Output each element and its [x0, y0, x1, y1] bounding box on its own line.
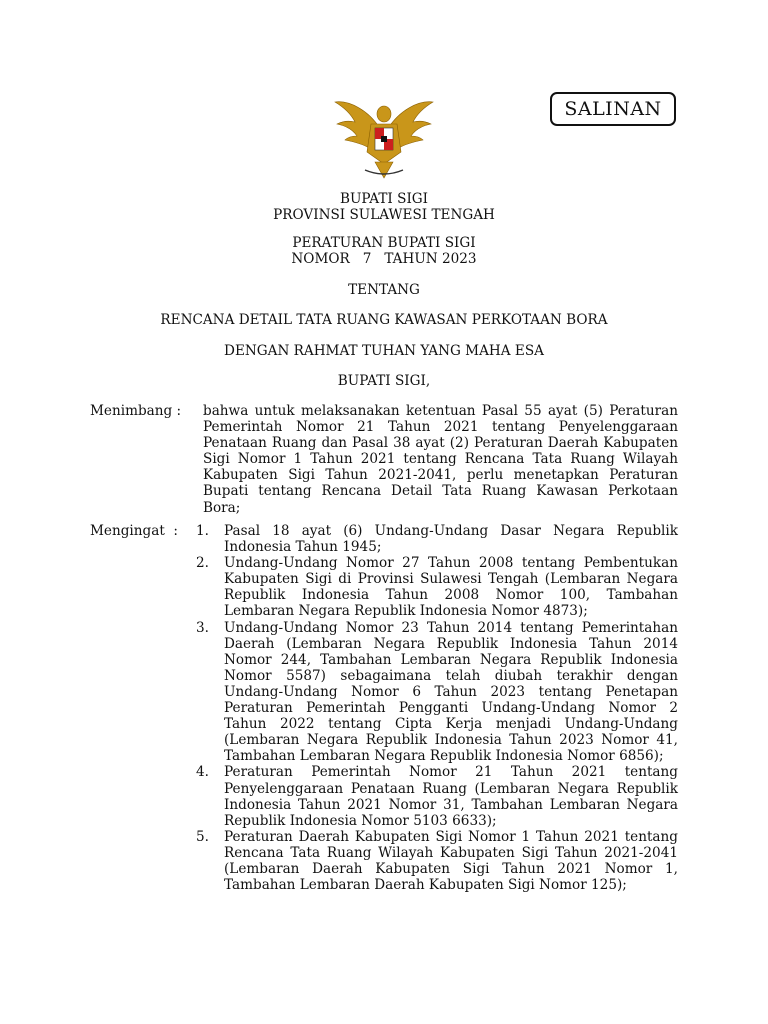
bupati-line: BUPATI SIGI, — [337, 373, 431, 389]
mengingat-item — [196, 620, 678, 765]
mengingat-item-text: Peraturan Pemerintah Nomor 21 Tahun 2021 tentang Penyelenggaraan Penataan Ruang (Lembaran Negara Republik Indonesia Tahun 2021 Nomor 31, Tambahan Lembaran Negara Republik Indonesia Nomor 5103 6633); — [224, 764, 678, 829]
mengingat-item-text: Pasal 18 ayat (6) Undang-Undang Dasar Negara Republik Indonesia Tahun 1945; — [224, 523, 678, 556]
rahmat-line: DENGAN RAHMAT TUHAN YANG MAHA ESA — [224, 343, 544, 359]
tentang-heading: TENTANG — [348, 282, 420, 298]
salinan-stamp: SALINAN — [550, 92, 676, 126]
header-line-2: PROVINSI SULAWESI TENGAH — [273, 207, 495, 223]
mengingat-label: Mengingat : — [90, 523, 179, 539]
mengingat-item-number: 2. — [196, 555, 209, 572]
header-line-4: NOMOR 7 TAHUN 2023 — [291, 251, 477, 267]
mengingat-list — [196, 523, 678, 893]
mengingat-item — [196, 764, 678, 828]
mengingat-item-text: Peraturan Daerah Kabupaten Sigi Nomor 1 Tahun 2021 tentang Rencana Tata Ruang Wilayah Kabupaten Sigi Tahun 2021-2041 (Lembaran Daerah Kabupaten Sigi Tahun 2021 Nomor 1, Tambahan Lembaran Daerah Kabupaten Sigi Nomor 125); — [224, 828, 678, 894]
header-line-1: BUPATI SIGI — [339, 191, 429, 207]
mengingat-item — [196, 523, 678, 555]
mengingat-item-text: Undang-Undang Nomor 27 Tahun 2008 tentang Pembentukan Kabupaten Sigi di Provinsi Sulawesi Tengah (Lembaran Negara Republik Indonesia Tahun 2008 Nomor 100, Tambahan Lembaran Negara Republik Indonesia Nomor 4873); — [224, 555, 678, 620]
document-title: RENCANA DETAIL TATA RUANG KAWASAN PERKOTAAN BORA — [160, 312, 608, 328]
garuda-emblem-icon — [331, 90, 437, 184]
mengingat-item-number: 5. — [196, 828, 209, 845]
mengingat-item-text: Undang-Undang Nomor 23 Tahun 2014 tentang Pemerintahan Daerah (Lembaran Negara Republik Indonesia Tahun 2014 Nomor 244, Tambahan Lembaran Negara Republik Indonesia Nomor 5587) sebagaimana telah diubah terakhir dengan Undang-Undang Nomor 6 Tahun 2023 tentang Penetapan Peraturan Pemerintah Pengganti Undang-Undang Nomor 2 Tahun 2022 tentang Cipta Kerja menjadi Undang-Undang (Lembaran Negara Republik Indonesia Tahun 2023 Nomor 41, Tambahan Lembaran Negara Republik Indonesia Nomor 6856); — [224, 619, 678, 765]
mengingat-item-number: 1. — [196, 523, 209, 539]
mengingat-item — [196, 555, 678, 619]
mengingat-item — [196, 829, 678, 893]
mengingat-item-number: 3. — [196, 619, 209, 636]
mengingat-item-number: 4. — [196, 764, 209, 781]
header-line-3: PERATURAN BUPATI SIGI — [292, 235, 476, 251]
menimbang-label: Menimbang : — [90, 403, 182, 419]
menimbang-text: bahwa untuk melaksanakan ketentuan Pasal 55 ayat (5) Peraturan Pemerintah Nomor 21 Tahun 2021 tentang Penyelenggaraan Penataan Ruang dan Pasal 38 ayat (2) Peraturan Daerah Kabupaten Sigi Nomor 1 Tahun 2021 tentang Rencana Tata Ruang Wilayah Kabupaten Sigi Tahun 2021-2041, perlu menetapkan Peraturan Bupati tentang Rencana Detail Tata Ruang Kawasan Perkotaan Bora; — [203, 403, 678, 516]
